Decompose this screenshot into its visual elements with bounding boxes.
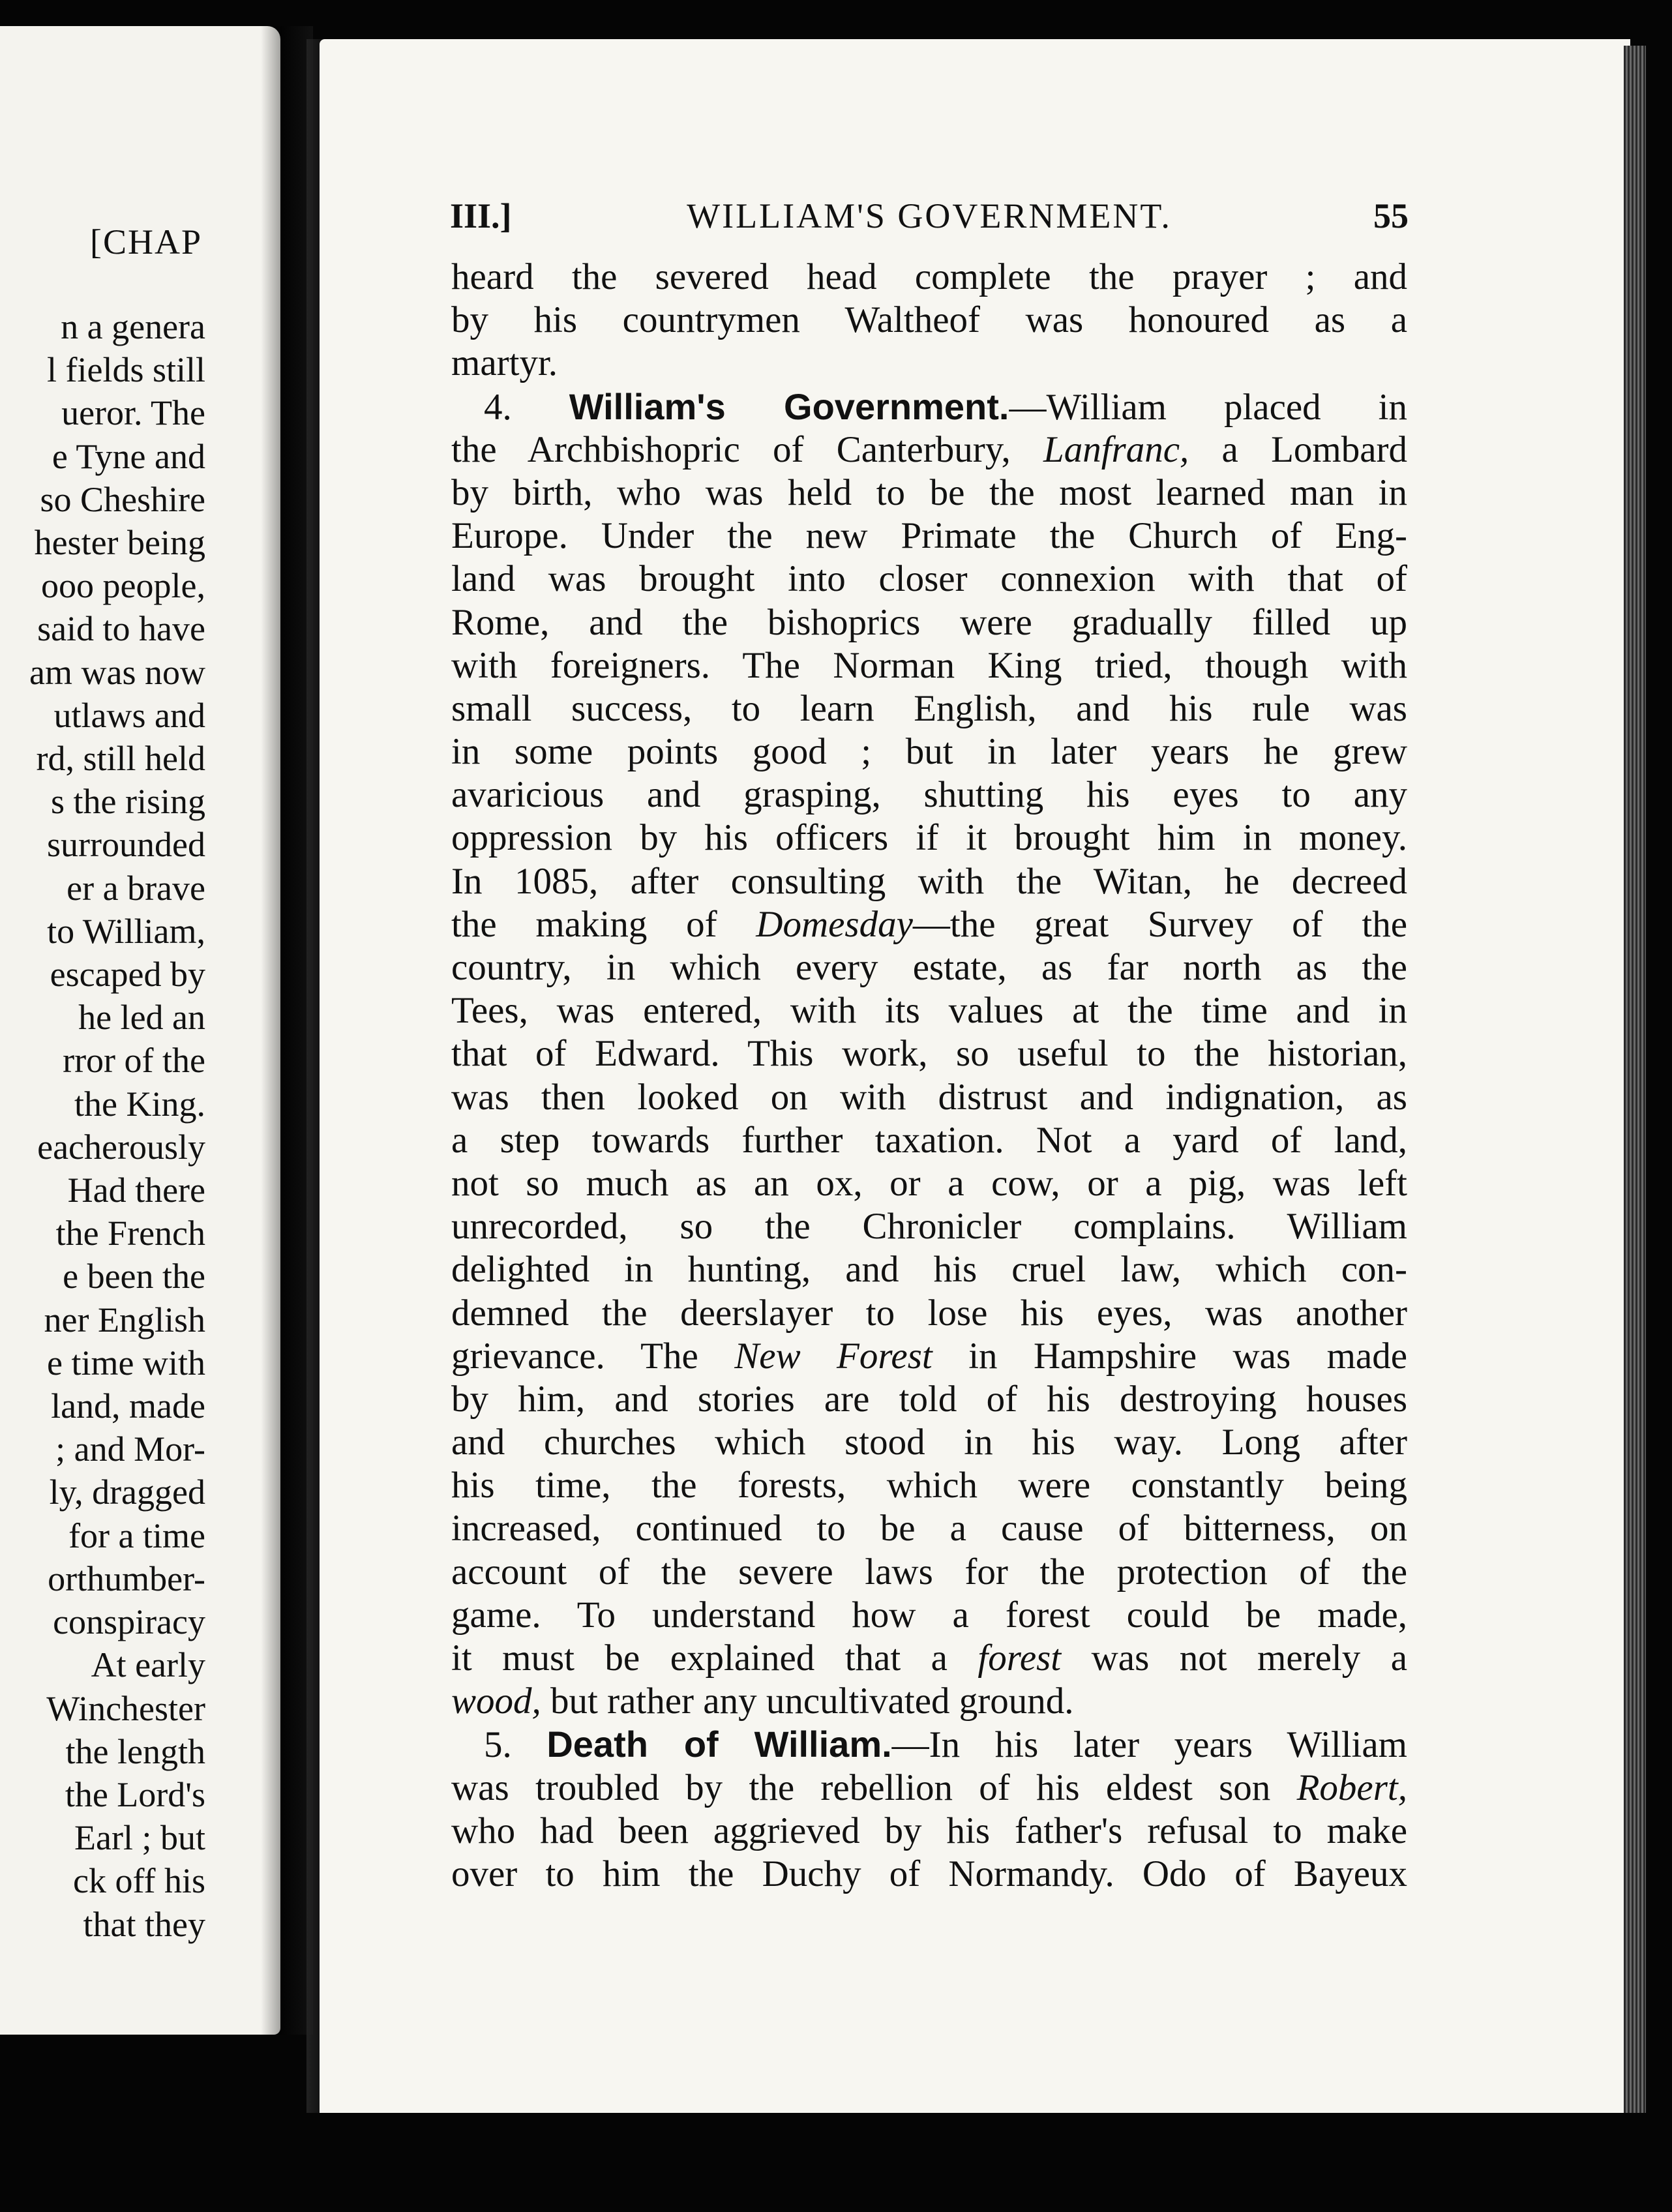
left-line: rd, still held: [36, 739, 205, 779]
text-line: [451, 1335, 1407, 1378]
left-line: the Lord's: [65, 1774, 205, 1814]
section-4-heading-line: [451, 385, 1407, 428]
text-line: Rome, and the bishoprics were gradually filled up: [451, 601, 1407, 643]
text-line: in some points good ; but in later years he grew: [451, 731, 1407, 773]
left-line: er a brave: [67, 868, 205, 908]
left-line: l fields still: [47, 350, 205, 390]
text-line: delighted in hunting, and his cruel law, which con-: [451, 1249, 1407, 1291]
text-line: unrecorded, so the Chronicler complains. William: [451, 1206, 1407, 1248]
body-text: [451, 256, 1407, 1896]
text-run: grievance. The: [451, 1335, 698, 1377]
text-run: —William placed in: [1009, 386, 1407, 428]
text-line: was then looked on with distrust and indignation, as: [451, 1076, 1407, 1118]
left-line: for a time: [68, 1516, 205, 1555]
left-page: [0, 26, 280, 2035]
left-line: e Tyne and: [52, 436, 205, 476]
text-line: small success, to learn English, and his rule was: [451, 687, 1407, 729]
text-line: game. To understand how a forest could be made,: [451, 1594, 1407, 1636]
left-page-text: [0, 305, 205, 1946]
text-line: [451, 1680, 1407, 1723]
italic-term: wood,: [451, 1681, 541, 1722]
left-line: the French: [55, 1214, 205, 1253]
page-number: 55: [1373, 196, 1409, 235]
left-line: ooo people,: [41, 566, 205, 606]
italic-term: New Forest: [734, 1335, 933, 1377]
text-line: heard the severed head complete the prayer ; and: [451, 256, 1407, 297]
text-line: In 1085, after consulting with the Witan, he decreed: [451, 860, 1407, 902]
section-5-heading-line: [451, 1723, 1407, 1766]
left-line: land, made: [51, 1386, 205, 1426]
left-line: rror of the: [63, 1041, 205, 1081]
text-line: a step towards further taxation. Not a yard of land,: [451, 1119, 1407, 1161]
left-line: orthumber-: [48, 1559, 205, 1598]
text-line: [451, 1767, 1407, 1810]
text-line: who had been aggrieved by his father's refusal to make: [451, 1810, 1407, 1851]
left-line: s the rising: [51, 782, 205, 822]
text-line: that of Edward. This work, so useful to the historian,: [451, 1033, 1407, 1075]
chapter-number: III.]: [450, 196, 512, 235]
left-line: ner English: [44, 1300, 205, 1339]
running-head: [450, 196, 1409, 241]
left-line: ly, dragged: [49, 1472, 205, 1512]
text-line: by his countrymen Waltheof was honoured as a: [451, 299, 1407, 341]
left-line: said to have: [37, 609, 205, 649]
text-line: oppression by his officers if it brought him in money.: [451, 817, 1407, 859]
text-run: in Hampshire was made: [968, 1335, 1407, 1377]
text-run: was not merely a: [1091, 1637, 1407, 1679]
text-line: account of the severe laws for the protection of the: [451, 1551, 1407, 1592]
left-line: conspiracy: [53, 1602, 205, 1642]
text-line: [451, 903, 1407, 946]
text-run: it must be explained that a: [451, 1637, 948, 1679]
left-line: he led an: [78, 998, 205, 1038]
page-stack-edge: [1624, 46, 1646, 2113]
running-head-title: WILLIAM'S GOVERNMENT.: [687, 196, 1172, 235]
left-line: surrounded: [47, 825, 205, 865]
italic-term: Robert,: [1296, 1767, 1407, 1808]
text-line: martyr.: [451, 342, 558, 384]
text-line: avaricious and grasping, shutting his eyes to any: [451, 774, 1407, 816]
left-line: to William,: [47, 911, 205, 951]
left-line: n a genera: [61, 307, 205, 346]
left-line: eacherously: [37, 1127, 205, 1167]
left-line: e time with: [47, 1343, 205, 1382]
text-run: the making of: [451, 903, 717, 945]
italic-term: forest: [978, 1637, 1062, 1679]
left-line: At early: [91, 1645, 205, 1685]
left-line: Had there: [67, 1171, 205, 1210]
text-run: —In his later years William: [891, 1724, 1407, 1766]
text-line: increased, continued to be a cause of bitterness, on: [451, 1508, 1407, 1549]
text-line: [451, 1637, 1407, 1680]
left-line: so Cheshire: [40, 479, 205, 519]
text-line: demned the deerslayer to lose his eyes, was another: [451, 1292, 1407, 1334]
left-line: ueror. The: [61, 393, 205, 433]
text-line: land was brought into closer connexion with that of: [451, 558, 1407, 600]
text-line: his time, the forests, which were constantly being: [451, 1465, 1407, 1506]
text-line: over to him the Duchy of Normandy. Odo of Bayeux: [451, 1853, 1407, 1894]
left-line: am was now: [29, 652, 205, 692]
left-line: utlaws and: [53, 695, 205, 735]
section-number: 5.: [484, 1724, 512, 1766]
left-line: escaped by: [50, 955, 205, 994]
section-heading: Death of William.: [546, 1724, 892, 1765]
section-heading: William's Government.: [569, 385, 1009, 427]
text-line: Europe. Under the new Primate the Church of Eng-: [451, 515, 1407, 557]
text-line: [451, 428, 1407, 471]
text-line: country, in which every estate, as far north as the: [451, 947, 1407, 988]
left-line: the King.: [74, 1084, 205, 1124]
left-line: ck off his: [73, 1861, 205, 1901]
text-line: not so much as an ox, or a cow, or a pig, was left: [451, 1162, 1407, 1204]
left-line: Winchester: [46, 1688, 205, 1728]
left-line: that they: [83, 1904, 205, 1944]
italic-term: Domesday: [756, 903, 913, 945]
text-run: —the great Survey of the: [912, 903, 1407, 945]
left-line: hester being: [34, 523, 205, 563]
text-line: and churches which stood in his way. Long after: [451, 1422, 1407, 1463]
text-line: by him, and stories are told of his destroying houses: [451, 1378, 1407, 1420]
left-line: Earl ; but: [74, 1818, 205, 1858]
section-number: 4.: [484, 386, 512, 428]
left-line: e been the: [63, 1257, 205, 1296]
text-line: by birth, who was held to be the most learned man in: [451, 471, 1407, 513]
text-run: the Archbishopric of Canterbury,: [451, 428, 1011, 470]
text-line: Tees, was entered, with its values at the time and in: [451, 990, 1407, 1032]
text-run: was troubled by the rebellion of his eldest son: [451, 1767, 1271, 1808]
left-line: ; and Mor-: [55, 1429, 205, 1469]
text-run: but rather any uncultivated ground.: [550, 1681, 1074, 1722]
italic-term: Lanfranc,: [1043, 428, 1189, 470]
left-line: the length: [65, 1731, 205, 1771]
text-line: with foreigners. The Norman King tried, though with: [451, 644, 1407, 686]
text-run: a Lombard: [1221, 428, 1407, 470]
left-running-head: [CHAP: [89, 222, 202, 262]
